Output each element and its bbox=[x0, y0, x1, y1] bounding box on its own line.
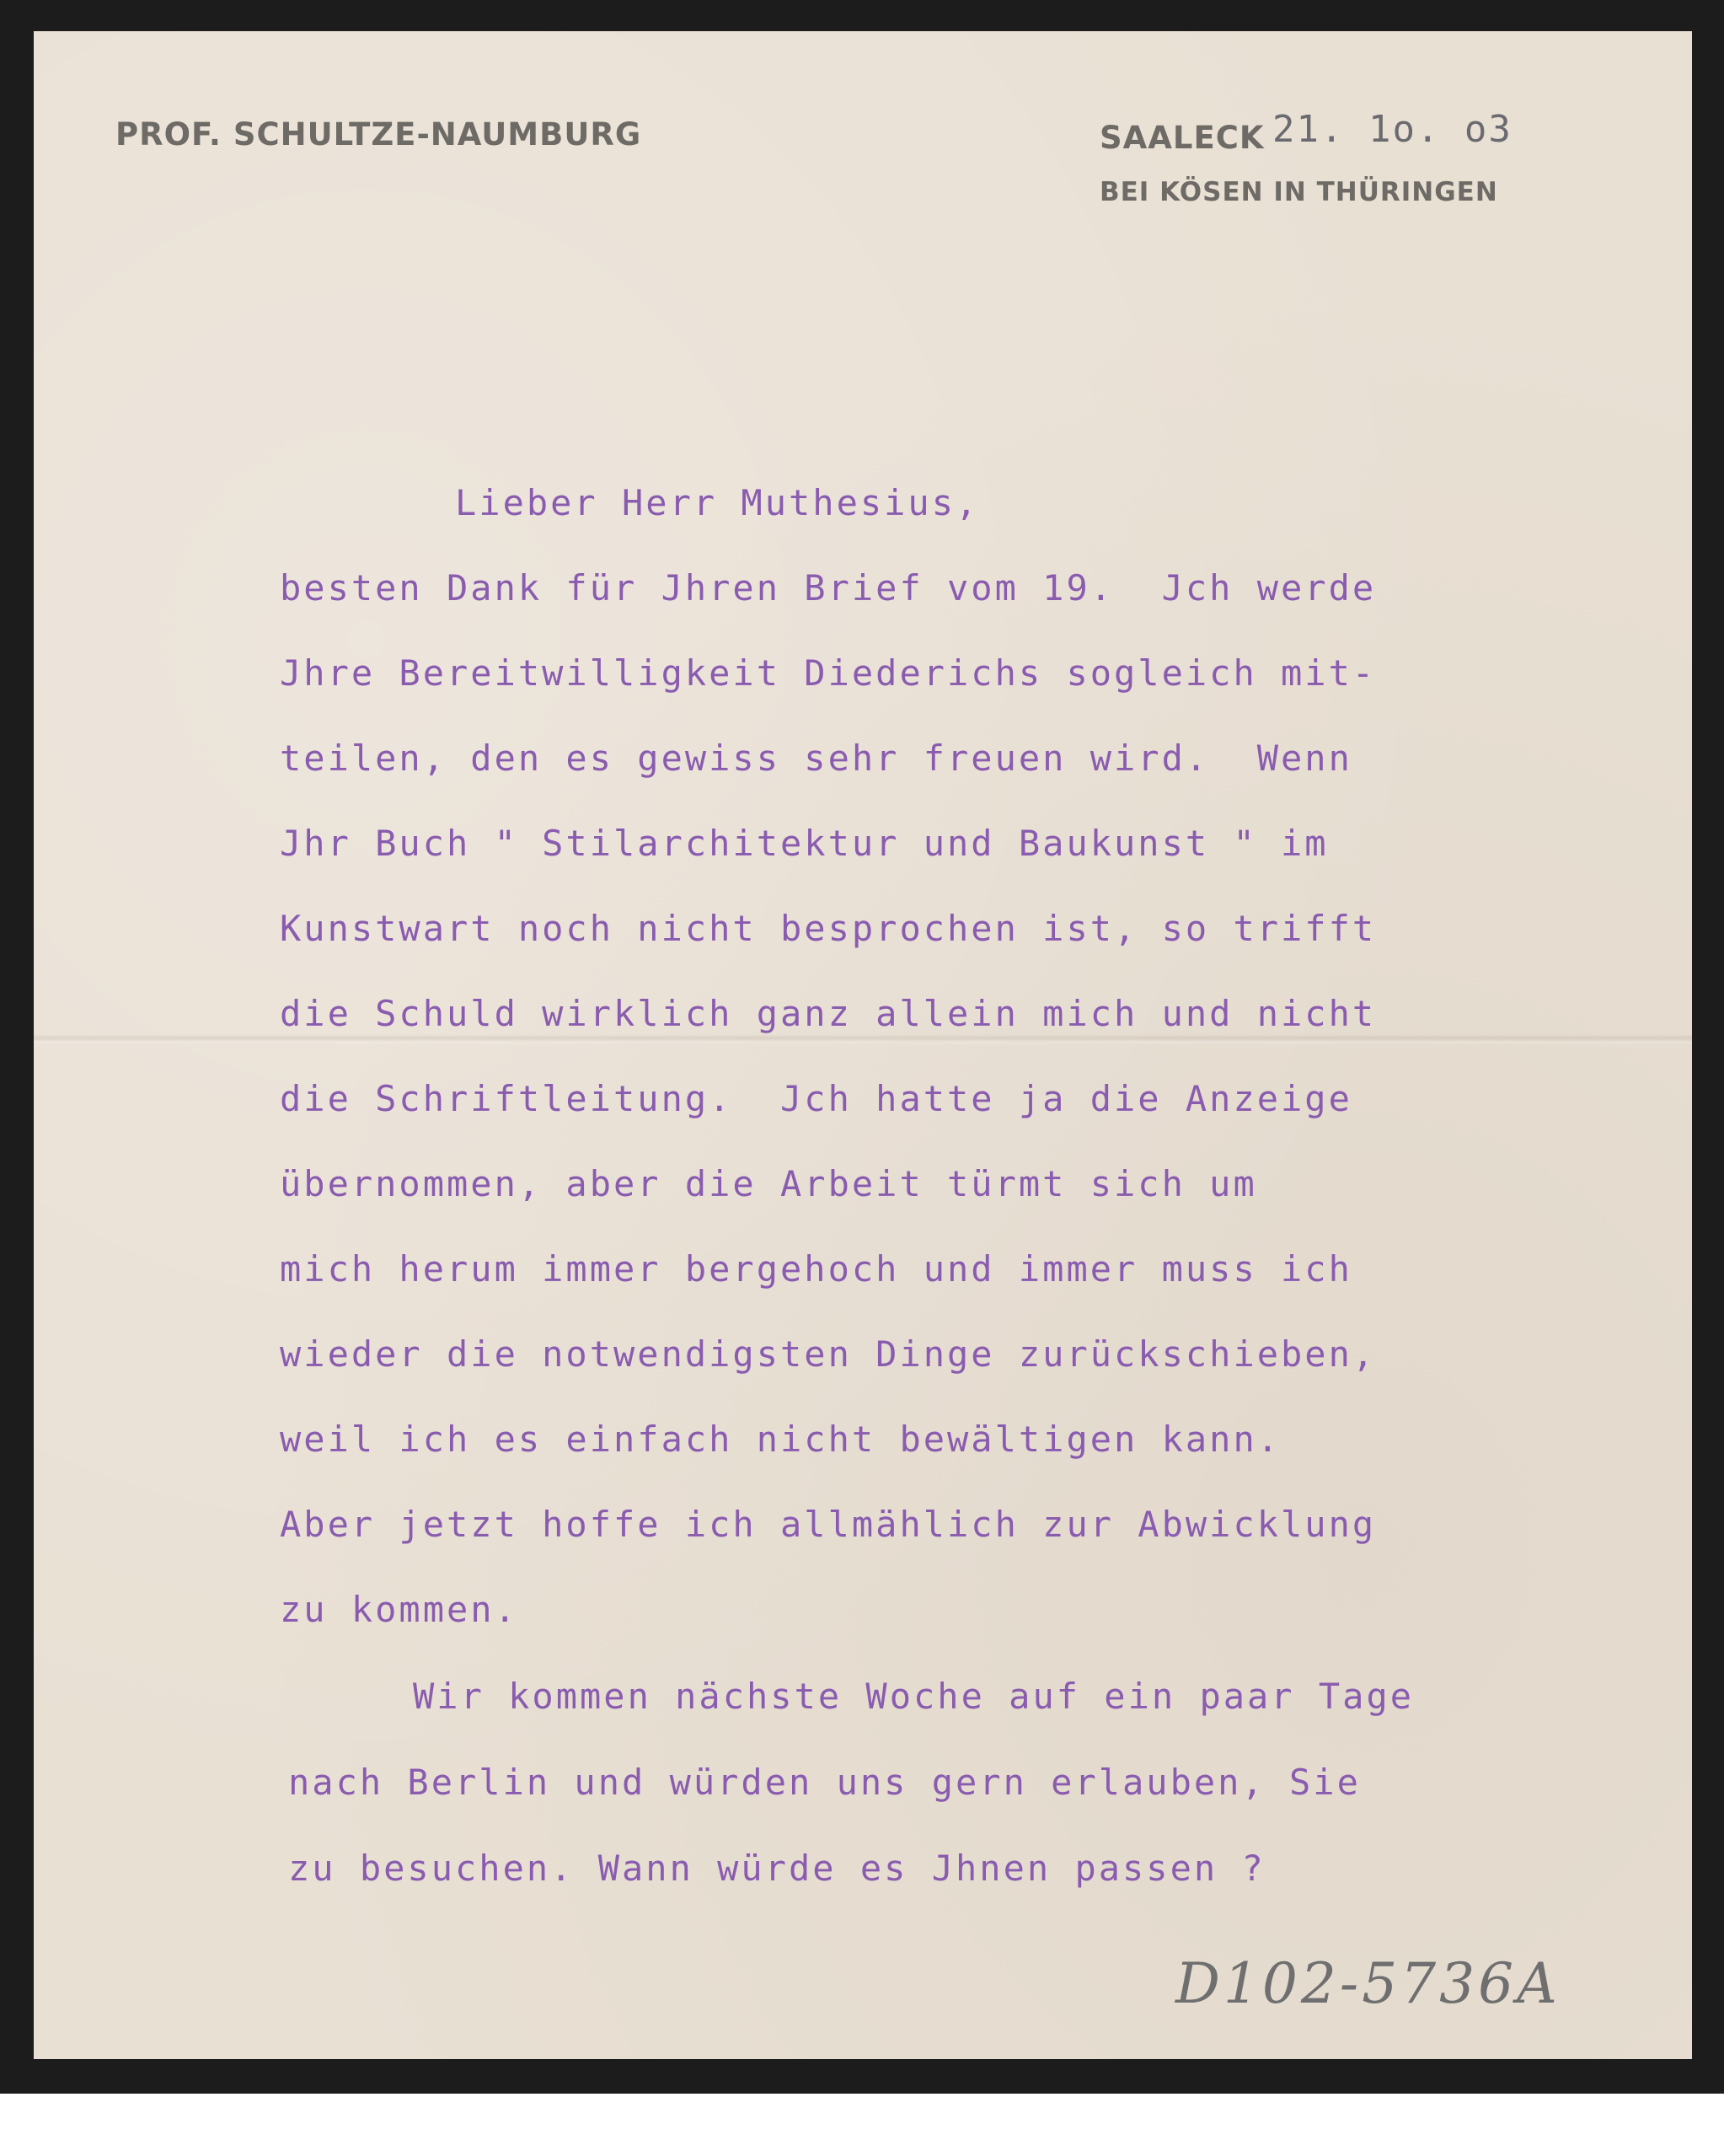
letter-page bbox=[34, 31, 1692, 2059]
greeting: Lieber Herr Muthesius, bbox=[455, 482, 980, 523]
body-line: weil ich es einfach nicht bewältigen kann. bbox=[280, 1419, 1282, 1460]
body-line: Kunstwart noch nicht besprochen ist, so trifft bbox=[280, 908, 1377, 949]
body-line: Wir kommen nächste Woche auf ein paar Tage bbox=[413, 1676, 1415, 1717]
body-line: zu kommen. bbox=[280, 1589, 518, 1630]
letterhead-name: PROF. SCHULTZE-NAUMBURG bbox=[115, 116, 642, 153]
body-line: übernommen, aber die Arbeit türmt sich um bbox=[280, 1163, 1257, 1204]
letterhead-place: SAALECK bbox=[1100, 120, 1265, 156]
body-line: besten Dank für Jhren Brief vom 19. Jch werde bbox=[280, 567, 1377, 609]
archive-number: D102-5736A bbox=[1175, 1951, 1561, 2016]
body-line: Aber jetzt hoffe ich allmählich zur Abwicklung bbox=[280, 1504, 1377, 1545]
body-line: die Schuld wirklich ganz allein mich und nicht bbox=[280, 993, 1377, 1034]
letter-date: 21. 1o. o3 bbox=[1272, 108, 1513, 151]
paper-fold bbox=[34, 1034, 1692, 1046]
body-line: teilen, den es gewiss sehr freuen wird. Wenn bbox=[280, 737, 1352, 779]
body-line: Jhr Buch " Stilarchitektur und Baukunst " im bbox=[280, 823, 1329, 864]
body-line: wieder die notwendigsten Dinge zurückschieben, bbox=[280, 1333, 1377, 1375]
body-line: die Schriftleitung. Jch hatte ja die Anzeige bbox=[280, 1078, 1352, 1119]
body-line: Jhre Bereitwilligkeit Diederichs sogleich mit- bbox=[280, 652, 1377, 694]
body-line: zu besuchen. Wann würde es Jhnen passen ? bbox=[288, 1848, 1266, 1889]
letterhead-place-sub: BEI KÖSEN IN THÜRINGEN bbox=[1100, 177, 1498, 207]
body-line: mich herum immer bergehoch und immer muss ich bbox=[280, 1248, 1352, 1290]
body-line: nach Berlin und würden uns gern erlauben, Sie bbox=[288, 1762, 1361, 1803]
